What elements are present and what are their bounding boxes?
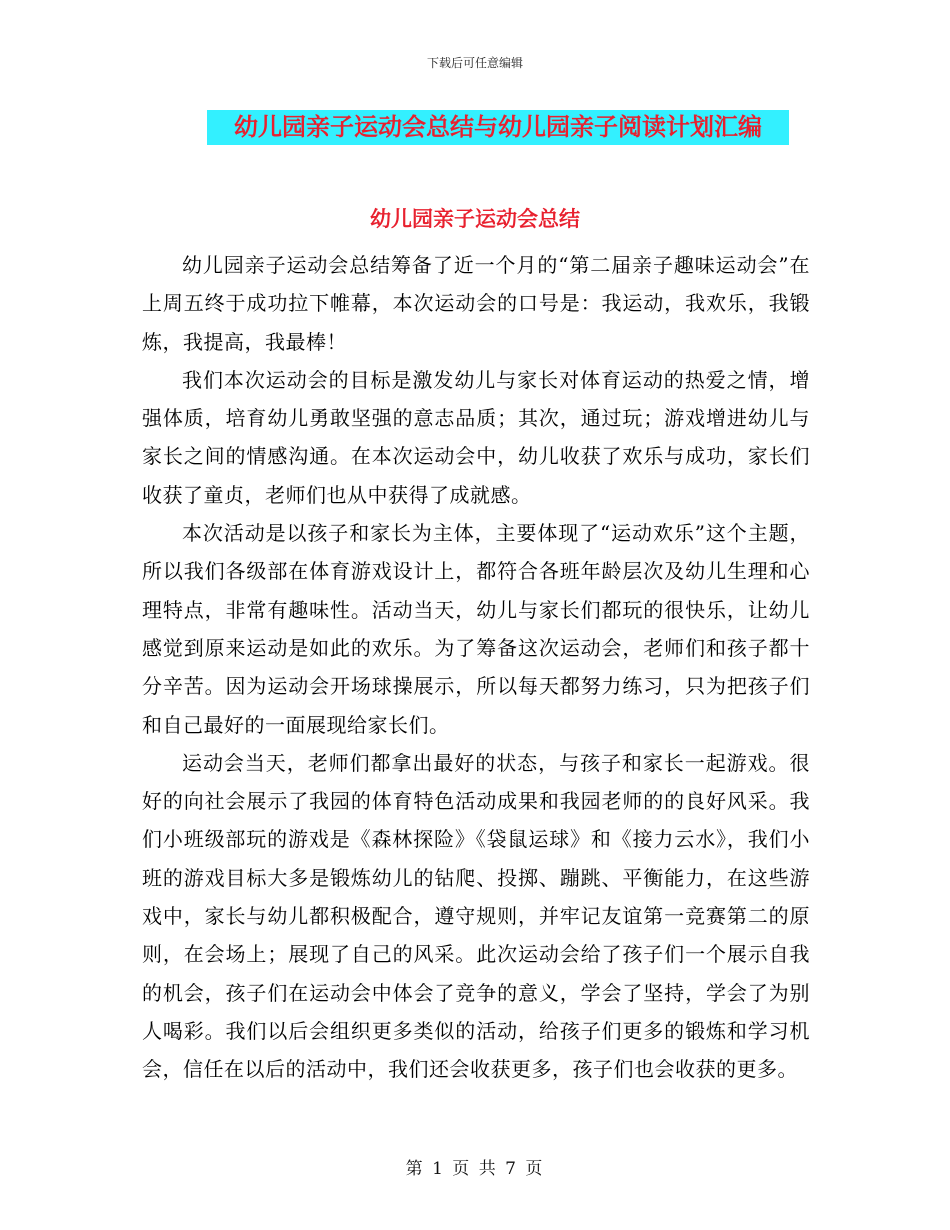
paragraph: 幼儿园亲子运动会总结筹备了近一个月的“第二届亲子趣味运动会”在上周五终于成功拉下帷幕，本次运动会的口号是：我运动，我欢乐，我锻炼，我提高，我最棒！ (142, 253, 810, 354)
document-title-highlight (207, 110, 789, 145)
page-number: 第 1 页 共 7 页 (405, 1159, 545, 1179)
paragraph: 我们本次运动会的目标是激发幼儿与家长对体育运动的热爱之情，增强体质，培育幼儿勇敢坚强的意志品质；其次，通过玩；游戏增进幼儿与家长之间的情感沟通。在本次运动会中，幼儿收获了欢乐与成功，家长们收获了童贞，老师们也从中获得了成就感。 (142, 367, 810, 507)
document-body (142, 246, 810, 1089)
header-note: 下载后可任意编辑 (426, 56, 523, 70)
document-title: 幼儿园亲子运动会总结与幼儿园亲子阅读计划汇编 (234, 113, 762, 141)
paragraph: 本次活动是以孩子和家长为主体，主要体现了“运动欢乐”这个主题，所以我们各级部在体育游戏设计上，都符合各班年龄层次及幼儿生理和心理特点，非常有趣味性。活动当天，幼儿与家长们都玩的很快乐，让幼儿感觉到原来运动是如此的欢乐。为了筹备这次运动会，老师们和孩子都十分辛苦。因为运动会开场球操展示，所以每天都努力练习，只为把孩子们和自己最好的一面展现给家长们。 (142, 521, 810, 737)
section-title: 幼儿园亲子运动会总结 (370, 207, 580, 231)
paragraph: 运动会当天，老师们都拿出最好的状态，与孩子和家长一起游戏。很好的向社会展示了我园的体育特色活动成果和我园老师的的良好风采。我们小班级部玩的游戏是《森林探险》《袋鼠运球》和《接力云水》，我们小班的游戏目标大多是锻炼幼儿的钻爬、投掷、蹦跳、平衡能力，在这些游戏中，家长与幼儿都积极配合，遵守规则，并牢记友谊第一竞赛第二的原则，在会场上；展现了自己的风采。此次运动会给了孩子们一个展示自我的机会，孩子们在运动会中体会了竞争的意义，学会了坚持，学会了为别人喝彩。我们以后会组织更多类似的活动，给孩子们更多的锻炼和学习机会，信任在以后的活动中，我们还会收获更多，孩子们也会收获的更多。 (142, 750, 810, 1082)
